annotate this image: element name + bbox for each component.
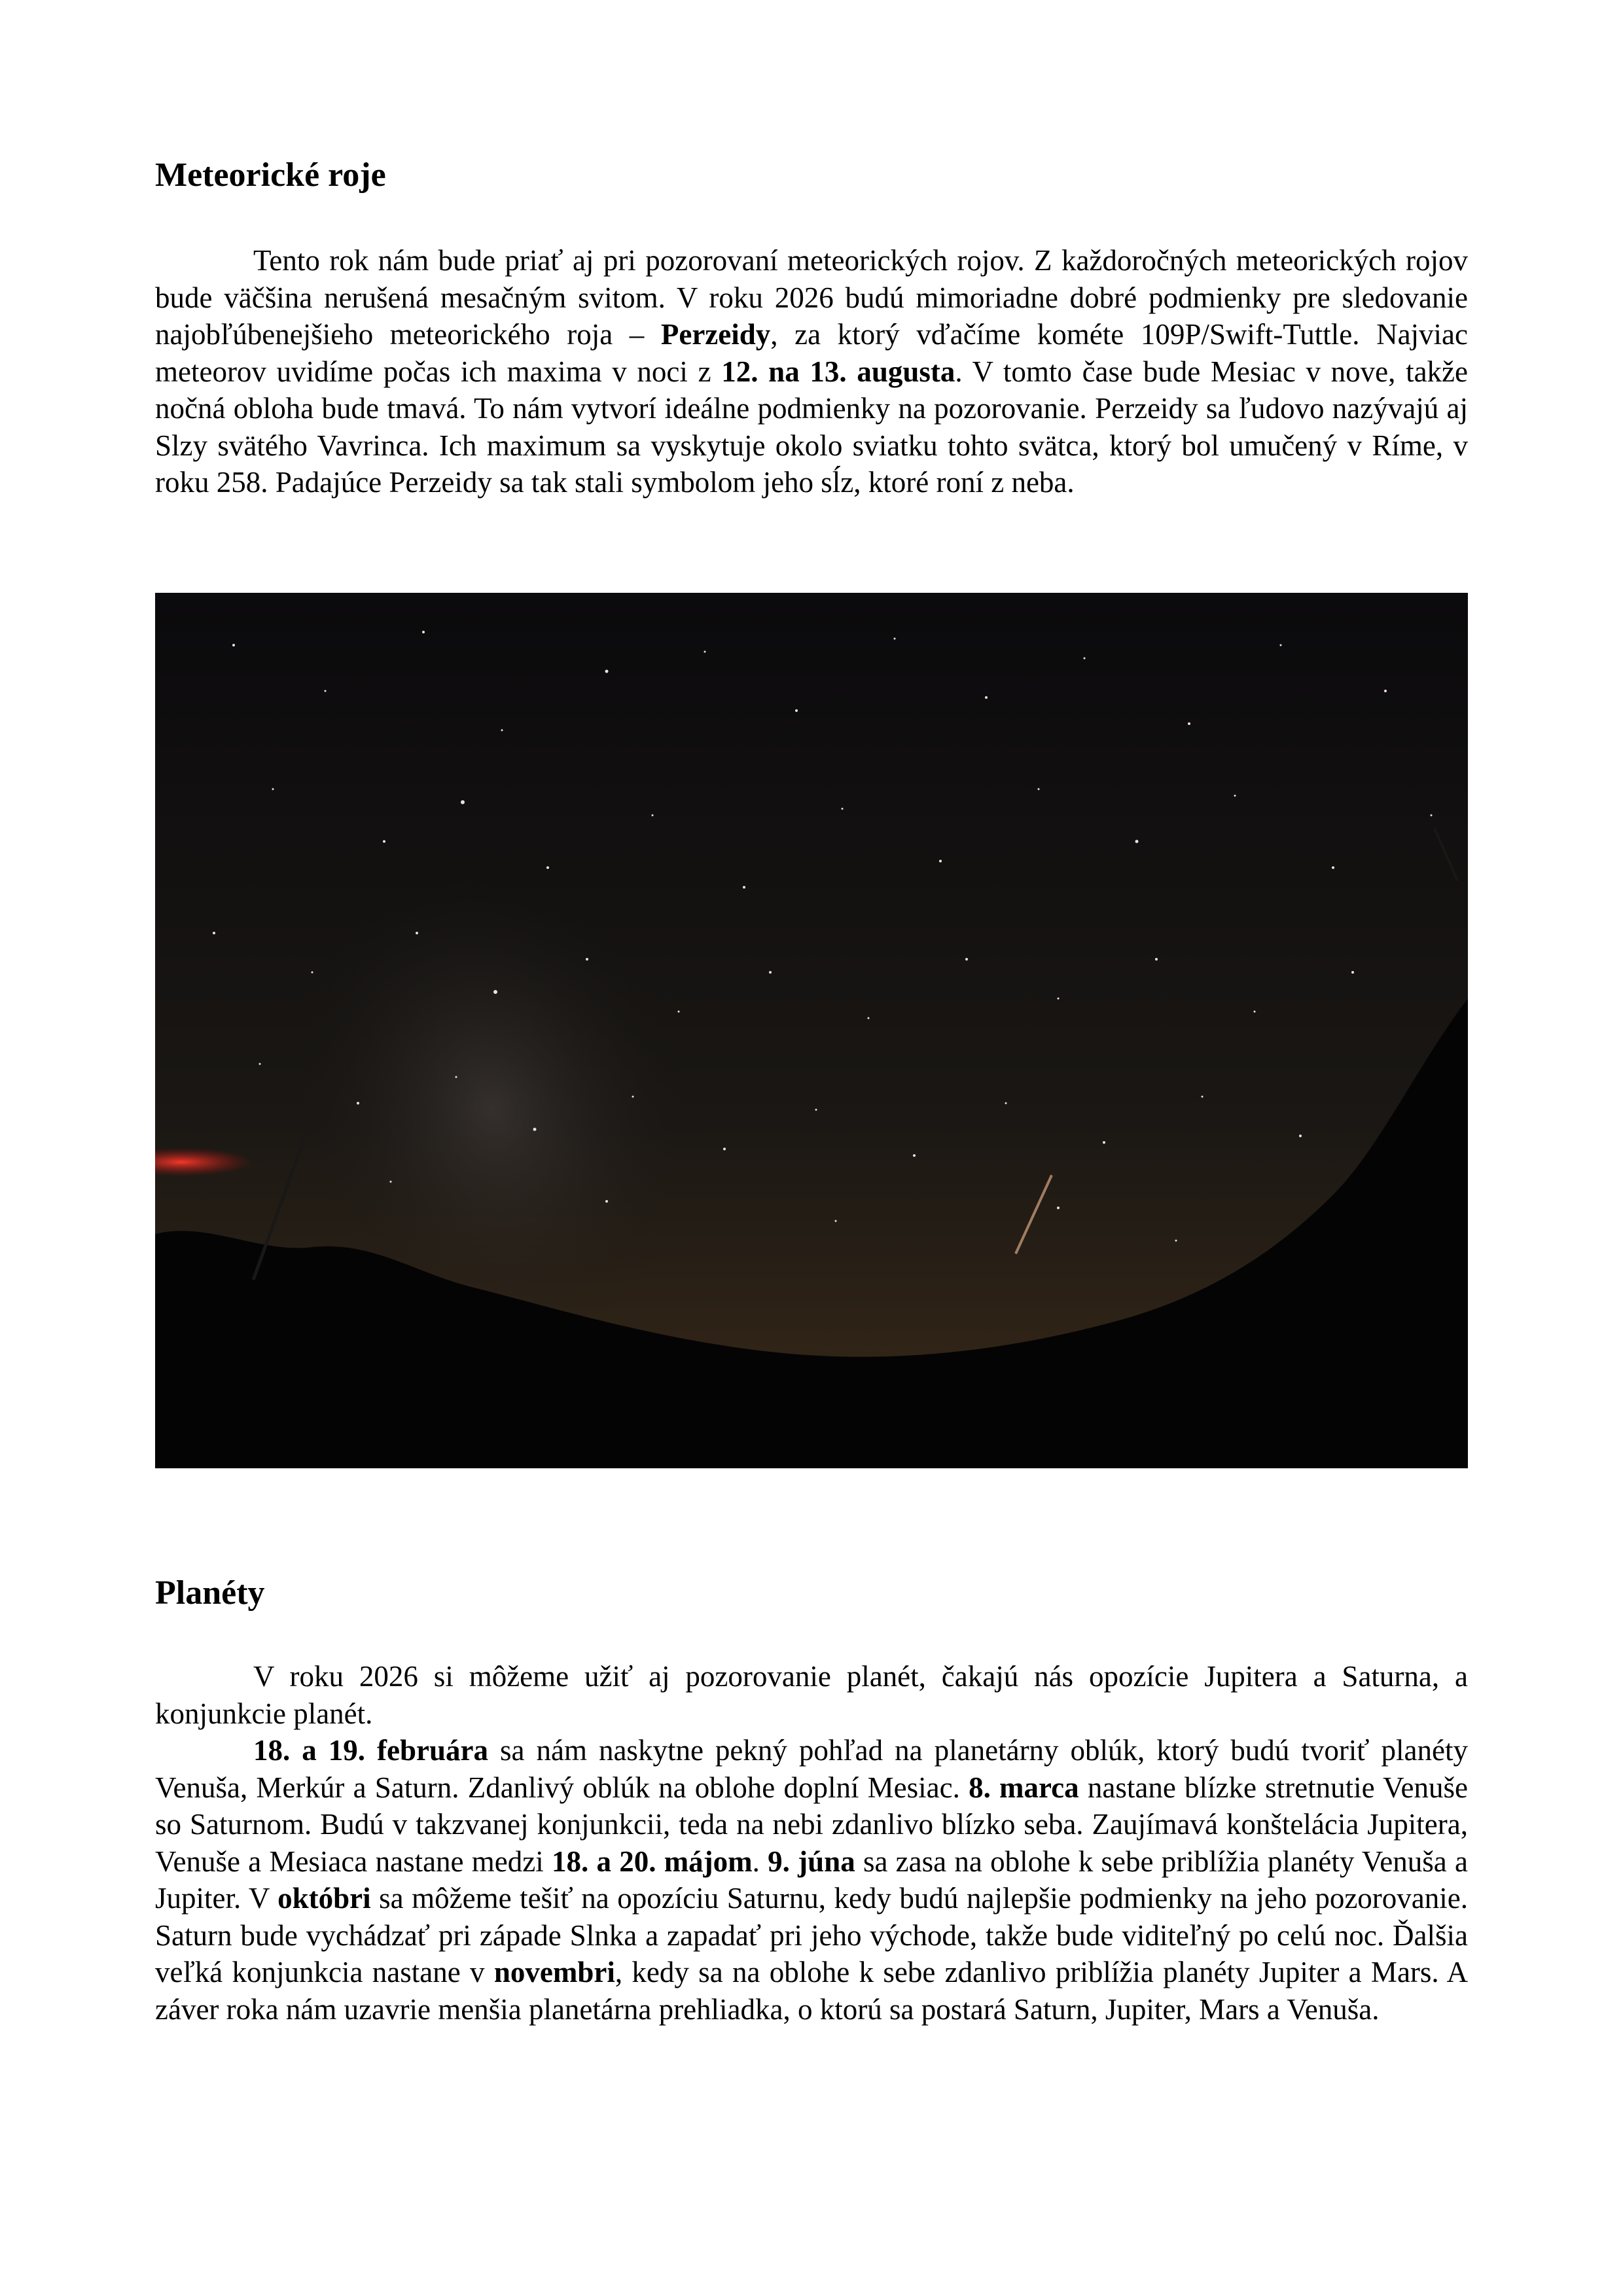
bold-run: novembri	[493, 1956, 615, 1988]
bold-run: 18. a 20. májom	[551, 1845, 753, 1878]
night-sky-photo	[155, 593, 1468, 1468]
night-sky-image	[155, 593, 1468, 1468]
bold-run: októbri	[277, 1882, 371, 1915]
bold-run: 9. júna	[768, 1845, 855, 1878]
paragraph-planets-intro: V roku 2026 si môžeme užiť aj pozorovanie planét, čakajú nás opozície Jupitera a Saturna, a konjunkcie planét.	[155, 1660, 1468, 1730]
bold-run: 18. a 19. februára	[253, 1734, 488, 1767]
bold-run: 12. na 13. augusta	[721, 355, 955, 388]
bold-run: Perzeidy	[660, 318, 771, 351]
bold-run: 8. marca	[969, 1771, 1079, 1804]
heading-meteor-showers: Meteorické roje	[155, 156, 386, 194]
paragraph-meteor-showers: Tento rok nám bude priať aj pri pozorovaní meteorických rojov. Z každoročných meteorických rojov bude väčšina nerušená mesačným svitom. V roku 2026 budú mimoriadne dobré podmienky pre sledovanie najobľúbenejšieho meteorického roja – Perzeidy, za ktorý vďačíme kométe 109P/Swift-Tuttle. Najviac meteorov uvidíme počas ich maxima v noci z 12. na 13. augusta. V tomto čase bude Mesiac v nove, takže nočná obloha bude tmavá. To nám vytvorí ideálne podmienky na pozorovanie. Perzeidy sa ľudovo nazývajú aj Slzy svätého Vavrinca. Ich maximum sa vyskytuje okolo sviatku tohto svätca, ktorý bol umučený v Ríme, v roku 258. Padajúce Perzeidy sa tak stali symbolom jeho sĺz, ktoré roní z neba.	[155, 244, 1469, 499]
heading-planets: Planéty	[155, 1574, 265, 1612]
paragraph-planets-events: 18. a 19. februára sa nám naskytne pekný pohľad na planetárny oblúk, ktorý budú tvoriť planéty Venuša, Merkúr a Saturn. Zdanlivý oblúk na oblohe doplní Mesiac. 8. marca nastane blízke stretnutie Venuše so Saturnom. Budú v takzvanej konjunkcii, teda na nebi zdanlivo blízko seba. Zaujímavá konštelácia Jupitera, Venuše a Mesiaca nastane medzi 18. a 20. májom. 9. júna sa zasa na oblohe k sebe priblížia planéty Venuša a Jupiter. V októbri sa môžeme tešiť na opozíciu Saturnu, kedy budú najlepšie podmienky na jeho pozorovanie. Saturn bude vychádzať pri západe Slnka a zapadať pri jeho východe, takže bude viditeľný po celú noc. Ďalšia veľká konjunkcia nastane v novembri, kedy sa na oblohe k sebe zdanlivo priblížia planéty Jupiter a Mars. A záver roka nám uzavrie menšia planetárna prehliadka, o ktorú sa postará Saturn, Jupiter, Mars a Venuša.	[155, 1734, 1468, 2026]
